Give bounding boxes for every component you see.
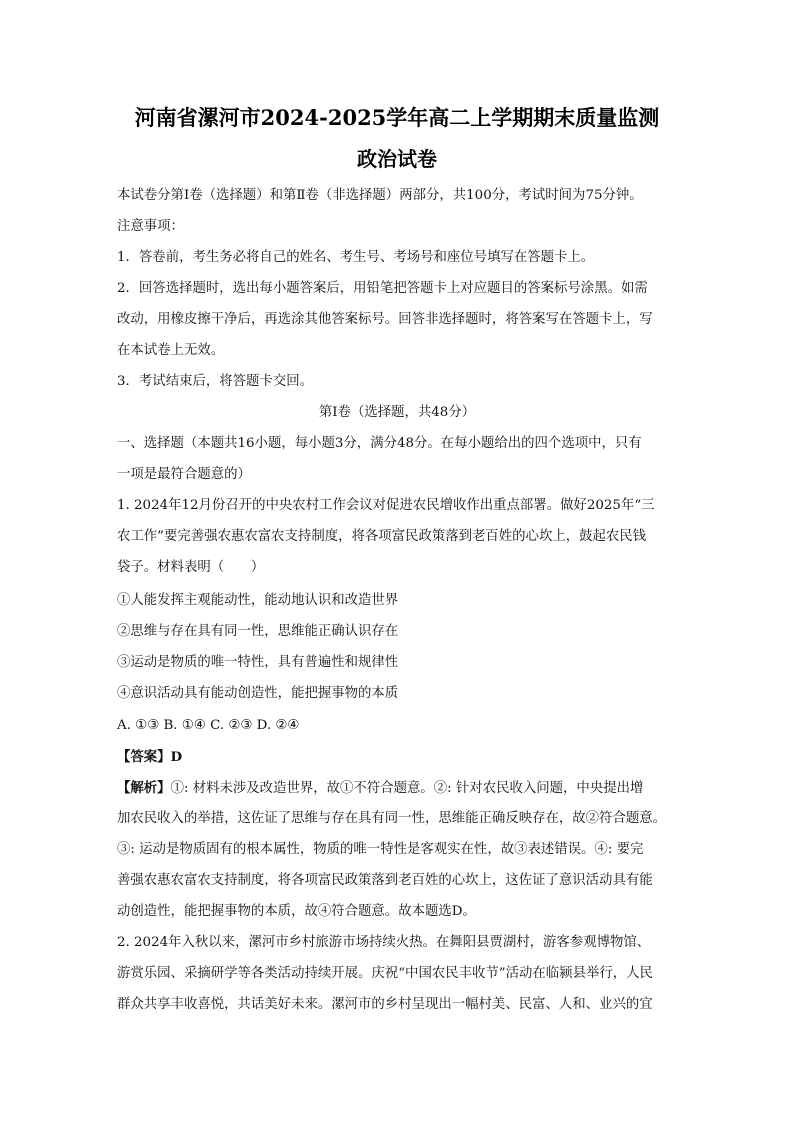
q1-analysis-line: 加农民收入的举措，这佐证了思维与存在具有同一性，思维能正确反映存在，故②符合题意。 <box>117 811 667 826</box>
q1-statement: ②思维与存在具有同一性，思维能正确认识存在 <box>117 624 399 639</box>
notice-label: 注意事项： <box>117 219 184 234</box>
exam-subtitle: 政治试卷 <box>357 147 437 171</box>
q1-options: A. ①③ B. ①④ C. ②③ D. ②④ <box>117 718 300 733</box>
analysis-label: 【解析】 <box>117 780 171 796</box>
q2-stem: 2. 2024年入秋以来，漯河市乡村旅游市场持续火热。在舞阳县贾湖村，游客参观博物馆、 <box>117 935 651 950</box>
q1-answer: 【答案】D <box>117 749 183 765</box>
notice-item: 3．考试结束后，将答题卡交回。 <box>117 374 313 389</box>
analysis-text: ①: 材料未涉及改造世界，故①不符合题意。②: 针对农民收入问题，中央提出增 <box>170 781 644 796</box>
q2-stem: 游赏乐园、采摘研学等各类活动持续开展。庆祝“中国农民丰收节”活动在临颍县举行，人民 <box>117 966 653 981</box>
section-title: 第Ⅰ卷（选择题，共48分） <box>318 405 476 420</box>
notice-item: 在本试卷上无效。 <box>117 343 225 358</box>
exam-title: 河南省漯河市2024-2025学年高二上学期期末质量监测 <box>134 105 660 130</box>
q1-statement: ④意识活动具有能动创造性，能把握事物的本质 <box>117 686 399 701</box>
q1-analysis-line: ③: 运动是物质固有的根本属性，物质的唯一特性是客观实在性，故③表述错误。④: 要完 <box>117 842 644 857</box>
q1-statement: ③运动是物质的唯一特性，具有普遍性和规律性 <box>117 655 399 670</box>
q1-statement: ①人能发挥主观能动性，能动地认识和改造世界 <box>117 593 399 608</box>
q1-stem: 农工作”要完善强农惠农富农支持制度，将各项富民政策落到老百姓的心坎上，鼓起农民钱 <box>117 529 647 544</box>
exam-intro: 本试卷分第Ⅰ卷（选择题）和第Ⅱ卷（非选择题）两部分，共100分，考试时间为75分钟。 <box>117 188 643 203</box>
q2-stem: 群众共享丰收喜悦，共话美好未来。漯河市的乡村呈现出一幅村美、民富、人和、业兴的宜 <box>117 997 653 1012</box>
q1-stem: 1. 2024年12月份召开的中央农村工作会议对促进农民增收作出重点部署。做好2025年“三 <box>117 498 655 513</box>
q1-analysis-line <box>117 778 687 799</box>
notice-item: 1．答卷前，考生务必将自己的姓名、考生号、考场号和座位号填写在答题卡上。 <box>117 250 595 265</box>
notice-item: 改动，用橡皮擦干净后，再选涂其他答案标号。回答非选择题时，将答案写在答题卡上，写 <box>117 312 653 327</box>
q1-analysis-line: 动创造性，能把握事物的本质，故④符合题意。故本题选D。 <box>117 904 476 919</box>
section-desc: 一项是最符合题意的） <box>117 467 251 482</box>
section-desc: 一、选择题（本题共16小题，每小题3分，满分48分。在每小题给出的四个选项中，只有 <box>117 436 642 451</box>
q1-analysis-line: 善强农惠农富农支持制度，将各项富民政策落到老百姓的心坎上，这佐证了意识活动具有能 <box>117 873 653 888</box>
q1-stem: 袋子。材料表明（ ） <box>117 560 265 575</box>
notice-item: 2．回答选择题时，选出每小题答案后，用铅笔把答题卡上对应题目的答案标号涂黑。如需 <box>117 281 648 296</box>
